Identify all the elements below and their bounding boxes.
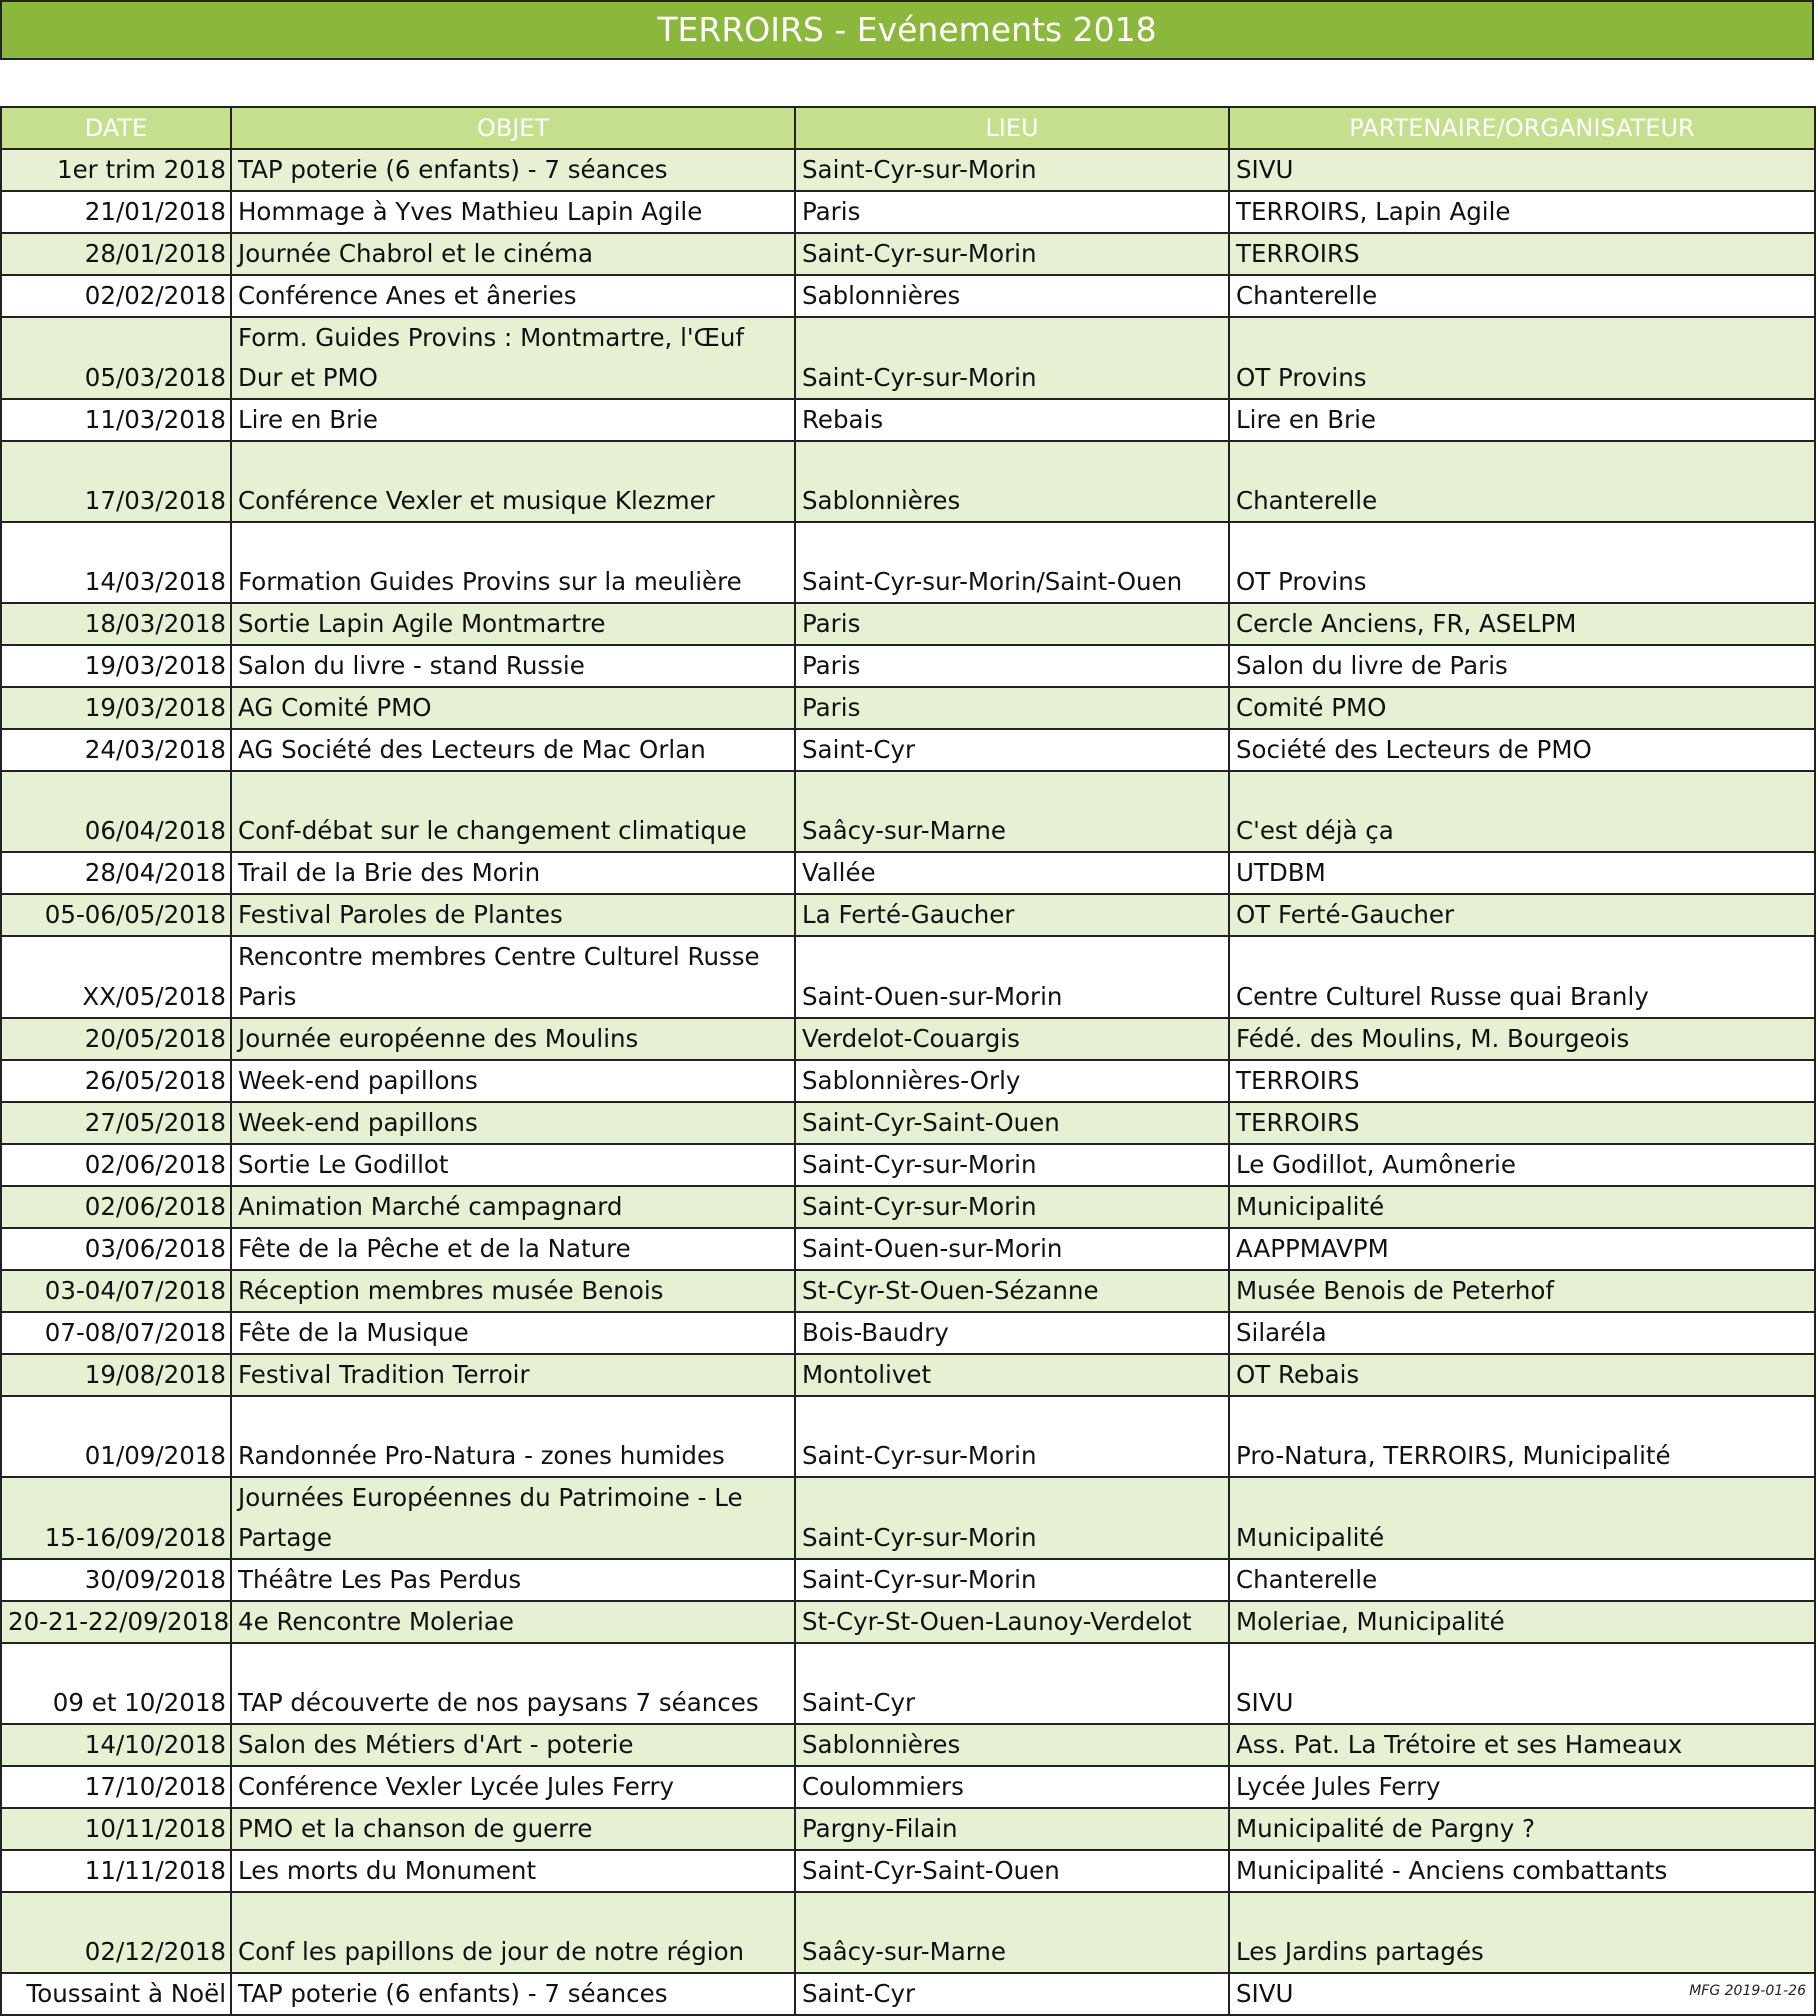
cell-lieu: Saint-Cyr-sur-Morin [795, 1477, 1229, 1559]
cell-date: 27/05/2018 [1, 1102, 231, 1144]
table-row [1, 233, 1815, 275]
cell-date: 26/05/2018 [1, 1060, 231, 1102]
cell-lieu: Sablonnières [795, 441, 1229, 522]
cell-lieu: Saâcy-sur-Marne [795, 1892, 1229, 1973]
cell-lieu: Saint-Cyr [795, 729, 1229, 771]
cell-partenaire: Chanterelle [1229, 441, 1815, 522]
cell-partenaire: OT Provins [1229, 317, 1815, 399]
cell-partenaire: Les Jardins partagés [1229, 1892, 1815, 1973]
cell-partenaire: Société des Lecteurs de PMO [1229, 729, 1815, 771]
cell-partenaire: Municipalité [1229, 1186, 1815, 1228]
cell-objet: Formation Guides Provins sur la meulière [231, 522, 795, 603]
table-row [1, 1060, 1815, 1102]
cell-objet: Sortie Lapin Agile Montmartre [231, 603, 795, 645]
table-row [1, 275, 1815, 317]
cell-partenaire: Municipalité - Anciens combattants [1229, 1850, 1815, 1892]
cell-lieu: Saint-Cyr-sur-Morin [795, 317, 1229, 399]
table-row [1, 1892, 1815, 1973]
page-title: TERROIRS - Evénements 2018 [0, 0, 1814, 60]
cell-lieu: Saint-Ouen-sur-Morin [795, 936, 1229, 1018]
cell-date: 14/03/2018 [1, 522, 231, 603]
cell-objet: Week-end papillons [231, 1060, 795, 1102]
table-row [1, 852, 1815, 894]
cell-date: 05-06/05/2018 [1, 894, 231, 936]
table-row [1, 1354, 1815, 1396]
cell-lieu: Saint-Cyr-sur-Morin/Saint-Ouen [795, 522, 1229, 603]
table-row [1, 771, 1815, 852]
cell-partenaire: Fédé. des Moulins, M. Bourgeois [1229, 1018, 1815, 1060]
table-row [1, 1396, 1815, 1477]
cell-objet: Fête de la Pêche et de la Nature [231, 1228, 795, 1270]
cell-date: 14/10/2018 [1, 1724, 231, 1766]
cell-lieu: Paris [795, 687, 1229, 729]
cell-partenaire: TERROIRS, Lapin Agile [1229, 191, 1815, 233]
cell-partenaire: Centre Culturel Russe quai Branly [1229, 936, 1815, 1018]
cell-objet: TAP poterie (6 enfants) - 7 séances [231, 149, 795, 191]
cell-partenaire: TERROIRS [1229, 1102, 1815, 1144]
cell-date: 01/09/2018 [1, 1396, 231, 1477]
cell-date: 02/06/2018 [1, 1186, 231, 1228]
table-row [1, 645, 1815, 687]
table-row [1, 687, 1815, 729]
cell-date: 19/03/2018 [1, 687, 231, 729]
cell-lieu: St-Cyr-St-Ouen-Sézanne [795, 1270, 1229, 1312]
cell-partenaire: Chanterelle [1229, 1559, 1815, 1601]
cell-partenaire: SIVU [1229, 1643, 1815, 1724]
cell-objet: Conf les papillons de jour de notre région [231, 1892, 795, 1973]
table-row [1, 1643, 1815, 1724]
table-row [1, 1766, 1815, 1808]
cell-date: 20/05/2018 [1, 1018, 231, 1060]
cell-date: 30/09/2018 [1, 1559, 231, 1601]
cell-partenaire: AAPPMAVPM [1229, 1228, 1815, 1270]
cell-date: 07-08/07/2018 [1, 1312, 231, 1354]
column-header-lieu: LIEU [795, 107, 1229, 149]
cell-partenaire: Chanterelle [1229, 275, 1815, 317]
cell-date: 28/01/2018 [1, 233, 231, 275]
cell-date: 15-16/09/2018 [1, 1477, 231, 1559]
cell-lieu: Saint-Cyr-sur-Morin [795, 1144, 1229, 1186]
cell-objet: TAP découverte de nos paysans 7 séances [231, 1643, 795, 1724]
cell-lieu: Saint-Cyr-Saint-Ouen [795, 1102, 1229, 1144]
table-row [1, 1477, 1815, 1559]
cell-objet: Randonnée Pro-Natura - zones humides [231, 1396, 795, 1477]
cell-lieu: Paris [795, 603, 1229, 645]
cell-lieu: Vallée [795, 852, 1229, 894]
cell-objet: Fête de la Musique [231, 1312, 795, 1354]
column-header-date: DATE [1, 107, 231, 149]
cell-date: 19/08/2018 [1, 1354, 231, 1396]
cell-lieu: Saint-Cyr-sur-Morin [795, 1559, 1229, 1601]
cell-partenaire: Cercle Anciens, FR, ASELPM [1229, 603, 1815, 645]
cell-date: 17/03/2018 [1, 441, 231, 522]
cell-date: Toussaint à Noël [1, 1973, 231, 2015]
cell-lieu: Paris [795, 645, 1229, 687]
cell-objet: Festival Tradition Terroir [231, 1354, 795, 1396]
cell-lieu: Sablonnières [795, 1724, 1229, 1766]
cell-objet: Trail de la Brie des Morin [231, 852, 795, 894]
cell-lieu: Saint-Cyr-Saint-Ouen [795, 1850, 1229, 1892]
cell-date: 24/03/2018 [1, 729, 231, 771]
cell-date: XX/05/2018 [1, 936, 231, 1018]
cell-objet: Salon des Métiers d'Art - poterie [231, 1724, 795, 1766]
cell-lieu: Saint-Cyr [795, 1643, 1229, 1724]
cell-partenaire: Municipalité [1229, 1477, 1815, 1559]
cell-partenaire: Ass. Pat. La Trétoire et ses Hameaux [1229, 1724, 1815, 1766]
cell-partenaire: SIVU [1229, 1973, 1815, 2015]
cell-date: 02/12/2018 [1, 1892, 231, 1973]
cell-objet: Les morts du Monument [231, 1850, 795, 1892]
cell-lieu: Saâcy-sur-Marne [795, 771, 1229, 852]
cell-partenaire: UTDBM [1229, 852, 1815, 894]
cell-partenaire: Moleriae, Municipalité [1229, 1601, 1815, 1643]
cell-objet: Théâtre Les Pas Perdus [231, 1559, 795, 1601]
table-row [1, 1102, 1815, 1144]
cell-lieu: Bois-Baudry [795, 1312, 1229, 1354]
cell-objet: Lire en Brie [231, 399, 795, 441]
cell-objet: Réception membres musée Benois [231, 1270, 795, 1312]
table-row [1, 729, 1815, 771]
cell-partenaire: Le Godillot, Aumônerie [1229, 1144, 1815, 1186]
cell-date: 09 et 10/2018 [1, 1643, 231, 1724]
cell-lieu: Montolivet [795, 1354, 1229, 1396]
table-row [1, 441, 1815, 522]
cell-date: 06/04/2018 [1, 771, 231, 852]
cell-date: 17/10/2018 [1, 1766, 231, 1808]
cell-objet: AG Comité PMO [231, 687, 795, 729]
cell-partenaire: OT Rebais [1229, 1354, 1815, 1396]
cell-objet: Conférence Vexler et musique Klezmer [231, 441, 795, 522]
cell-date: 19/03/2018 [1, 645, 231, 687]
cell-partenaire: Comité PMO [1229, 687, 1815, 729]
table-row [1, 1724, 1815, 1766]
cell-lieu: St-Cyr-St-Ouen-Launoy-Verdelot [795, 1601, 1229, 1643]
table-row [1, 1186, 1815, 1228]
table-row [1, 1312, 1815, 1354]
cell-date: 28/04/2018 [1, 852, 231, 894]
table-row [1, 603, 1815, 645]
table-row [1, 936, 1815, 1018]
cell-date: 02/02/2018 [1, 275, 231, 317]
cell-date: 11/11/2018 [1, 1850, 231, 1892]
table-row [1, 1228, 1815, 1270]
cell-objet: Hommage à Yves Mathieu Lapin Agile [231, 191, 795, 233]
table-row [1, 522, 1815, 603]
footer-note: MFG 2019-01-26 [1689, 1983, 1806, 1999]
table-row [1, 1808, 1815, 1850]
column-header-partenaire: PARTENAIRE/ORGANISATEUR [1229, 107, 1815, 149]
cell-objet: Journées Européennes du Patrimoine - Le Partage [231, 1477, 795, 1559]
cell-lieu: Paris [795, 191, 1229, 233]
table-row [1, 1850, 1815, 1892]
table-row [1, 399, 1815, 441]
cell-date: 10/11/2018 [1, 1808, 231, 1850]
cell-partenaire: Silaréla [1229, 1312, 1815, 1354]
cell-partenaire: C'est déjà ça [1229, 771, 1815, 852]
cell-objet: Conférence Anes et âneries [231, 275, 795, 317]
cell-lieu: Sablonnières [795, 275, 1229, 317]
cell-objet: Salon du livre - stand Russie [231, 645, 795, 687]
cell-date: 02/06/2018 [1, 1144, 231, 1186]
cell-date: 20-21-22/09/2018 [1, 1601, 231, 1643]
cell-partenaire: OT Ferté-Gaucher [1229, 894, 1815, 936]
cell-lieu: La Ferté-Gaucher [795, 894, 1229, 936]
cell-lieu: Saint-Cyr-sur-Morin [795, 233, 1229, 275]
table-header-row [1, 107, 1815, 149]
cell-objet: Week-end papillons [231, 1102, 795, 1144]
cell-objet: Animation Marché campagnard [231, 1186, 795, 1228]
cell-partenaire: Musée Benois de Peterhof [1229, 1270, 1815, 1312]
cell-lieu: Saint-Cyr-sur-Morin [795, 1186, 1229, 1228]
cell-partenaire: TERROIRS [1229, 233, 1815, 275]
table-row [1, 1144, 1815, 1186]
cell-objet: Conf-débat sur le changement climatique [231, 771, 795, 852]
cell-objet: Conférence Vexler Lycée Jules Ferry [231, 1766, 795, 1808]
cell-date: 1er trim 2018 [1, 149, 231, 191]
cell-date: 11/03/2018 [1, 399, 231, 441]
cell-objet: TAP poterie (6 enfants) - 7 séances [231, 1973, 795, 2015]
cell-date: 03/06/2018 [1, 1228, 231, 1270]
cell-lieu: Coulommiers [795, 1766, 1229, 1808]
cell-partenaire: Lire en Brie [1229, 399, 1815, 441]
cell-objet: PMO et la chanson de guerre [231, 1808, 795, 1850]
table-row [1, 1270, 1815, 1312]
cell-partenaire: OT Provins [1229, 522, 1815, 603]
cell-objet: 4e Rencontre Moleriae [231, 1601, 795, 1643]
column-header-objet: OBJET [231, 107, 795, 149]
cell-partenaire: Lycée Jules Ferry [1229, 1766, 1815, 1808]
cell-lieu: Sablonnières-Orly [795, 1060, 1229, 1102]
cell-partenaire: Municipalité de Pargny ? [1229, 1808, 1815, 1850]
cell-objet: Rencontre membres Centre Culturel Russe Paris [231, 936, 795, 1018]
cell-objet: AG Société des Lecteurs de Mac Orlan [231, 729, 795, 771]
table-row [1, 1559, 1815, 1601]
cell-date: 05/03/2018 [1, 317, 231, 399]
cell-lieu: Saint-Cyr-sur-Morin [795, 149, 1229, 191]
table-row [1, 1601, 1815, 1643]
cell-date: 03-04/07/2018 [1, 1270, 231, 1312]
cell-objet: Journée européenne des Moulins [231, 1018, 795, 1060]
cell-partenaire: Salon du livre de Paris [1229, 645, 1815, 687]
table-row [1, 894, 1815, 936]
cell-lieu: Saint-Ouen-sur-Morin [795, 1228, 1229, 1270]
cell-partenaire: SIVU [1229, 149, 1815, 191]
cell-partenaire: Pro-Natura, TERROIRS, Municipalité [1229, 1396, 1815, 1477]
cell-lieu: Pargny-Filain [795, 1808, 1229, 1850]
events-table [0, 106, 1816, 2016]
cell-date: 18/03/2018 [1, 603, 231, 645]
cell-objet: Festival Paroles de Plantes [231, 894, 795, 936]
cell-lieu: Verdelot-Couargis [795, 1018, 1229, 1060]
cell-lieu: Saint-Cyr [795, 1973, 1229, 2015]
cell-objet: Journée Chabrol et le cinéma [231, 233, 795, 275]
cell-date: 21/01/2018 [1, 191, 231, 233]
table-body [1, 149, 1815, 2015]
table-row [1, 191, 1815, 233]
cell-partenaire: TERROIRS [1229, 1060, 1815, 1102]
table-row [1, 317, 1815, 399]
cell-objet: Form. Guides Provins : Montmartre, l'Œuf Dur et PMO [231, 317, 795, 399]
table-row [1, 149, 1815, 191]
cell-objet: Sortie Le Godillot [231, 1144, 795, 1186]
table-row [1, 1018, 1815, 1060]
cell-lieu: Rebais [795, 399, 1229, 441]
cell-lieu: Saint-Cyr-sur-Morin [795, 1396, 1229, 1477]
